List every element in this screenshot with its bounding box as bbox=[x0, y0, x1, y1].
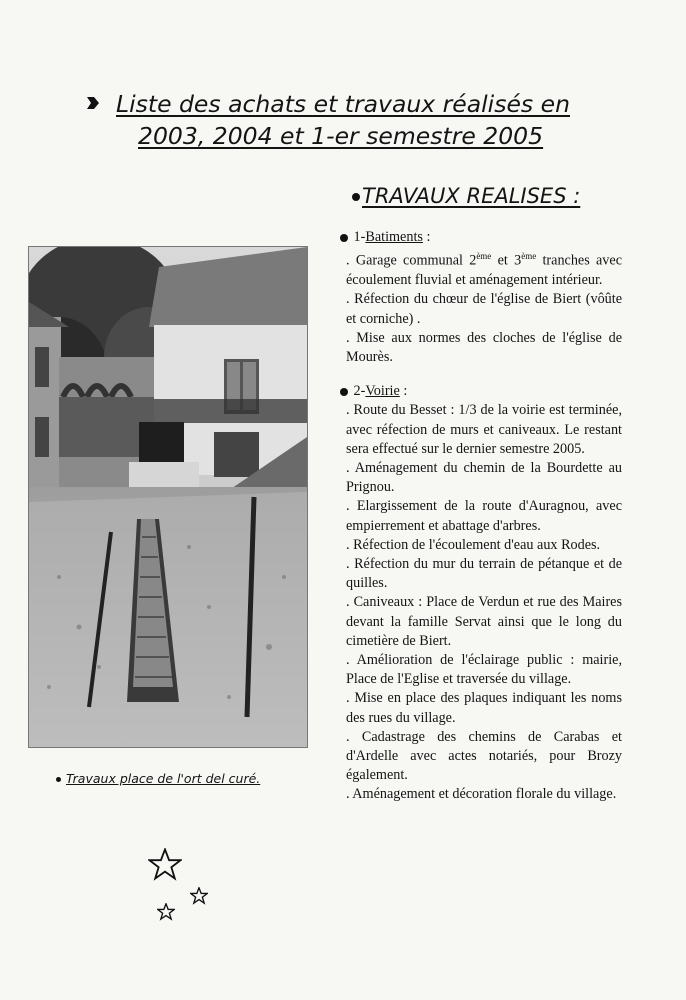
star-icon bbox=[190, 887, 208, 905]
construction-photo bbox=[28, 246, 308, 748]
section-heading-text: TRAVAUX REALISES : bbox=[362, 184, 581, 208]
bullet-icon bbox=[352, 193, 360, 201]
list-item: . Réfection du mur du terrain de pétanque et de quilles. bbox=[346, 555, 622, 592]
section-heading bbox=[352, 184, 580, 208]
list-item: . Route du Besset : 1/3 de la voirie est terminée, avec réfection de murs et caniveaux. Le restant sera effectué sur le dernier semestre 2005. bbox=[346, 402, 622, 457]
arrow-bullet-icon bbox=[86, 94, 100, 112]
photo-caption bbox=[56, 771, 260, 786]
list-item: . Elargissement de la route d'Auragnou, avec empierrement et abattage d'arbres. bbox=[346, 498, 622, 534]
group-number: 2- bbox=[353, 383, 366, 400]
bullet-icon bbox=[340, 234, 348, 242]
group-name: Voirie bbox=[365, 383, 400, 400]
title-line-1: Liste des achats et travaux réalisés en bbox=[116, 90, 570, 118]
list-item: . Amélioration de l'éclairage public : mairie, Place de l'Eglise et traversée du village. bbox=[346, 652, 622, 688]
list-item: . Aménagement et décoration florale du village. bbox=[346, 786, 617, 803]
star-icon bbox=[157, 903, 175, 921]
photo-caption-text: Travaux place de l'ort del curé. bbox=[66, 771, 261, 786]
list-item: . Mise en place des plaques indiquant les noms des rues du village. bbox=[346, 690, 622, 726]
bullet-icon bbox=[340, 388, 348, 396]
title-line-2: 2003, 2004 et 1-er semestre 2005 bbox=[138, 122, 544, 150]
photo-image bbox=[29, 247, 307, 747]
list-item: . Aménagement du chemin de la Bourdette au Prignou. bbox=[346, 459, 622, 496]
list-item: . Caniveaux : Place de Verdun et rue des Maires devant la famille Servat ainsi que le long du cimetière de Biert. bbox=[346, 594, 622, 649]
group-number: 1- bbox=[353, 229, 366, 245]
list-item: . Cadastrage des chemins de Carabas et d'Ardelle avec actes notariés, pour Brozy également. bbox=[346, 728, 622, 784]
group-heading-voirie: 2-Voirie : bbox=[340, 382, 622, 401]
list-item: . Mise aux normes des cloches de l'église de Mourès. bbox=[346, 329, 622, 365]
star-icon bbox=[148, 848, 182, 882]
list-item: . Réfection de l'écoulement d'eau aux Rodes. bbox=[346, 536, 601, 553]
works-list bbox=[336, 228, 622, 805]
group-heading-batiments: 1-Batiments : bbox=[340, 228, 622, 247]
list-item: . Garage communal 2ème et 3ème tranches avec écoulement fluvial et aménagement intérieur. bbox=[346, 251, 622, 289]
list-item: . Réfection du chœur de l'église de Biert (vôûte et corniche) . bbox=[346, 291, 622, 327]
bullet-icon bbox=[56, 777, 61, 782]
group-name: Batiments bbox=[365, 229, 423, 245]
